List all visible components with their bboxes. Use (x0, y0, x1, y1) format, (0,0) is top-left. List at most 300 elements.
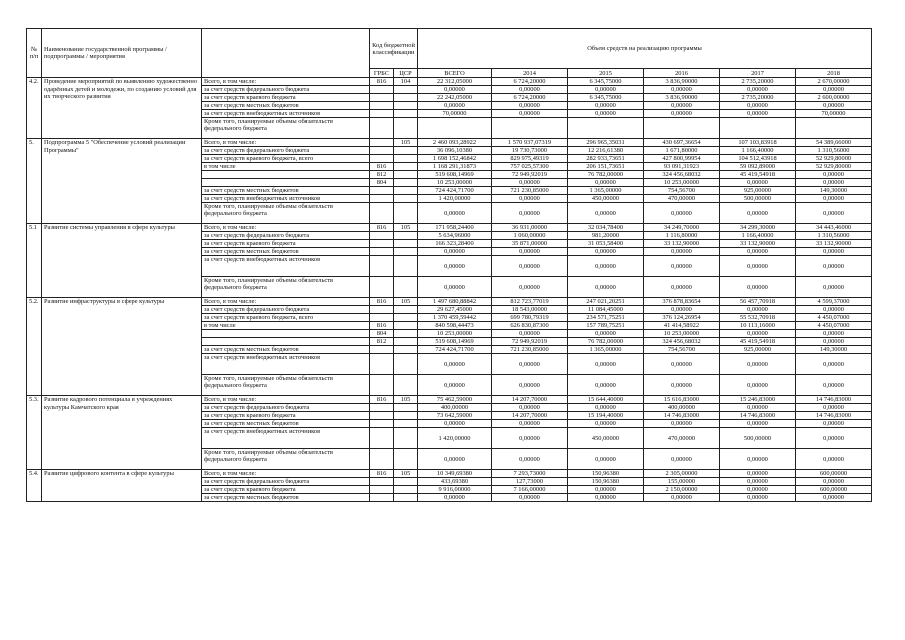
program-name: Развитие инфраструктуры в сфере культуры (42, 298, 202, 396)
grbs-code: 816 (370, 322, 394, 330)
grbs-code (370, 404, 394, 412)
value-year: 36 931,00000 (492, 224, 568, 232)
value-year: 76 782,00000 (568, 171, 644, 179)
value-year: 0,00000 (644, 375, 720, 396)
funding-source: за счет средств внебюджетных источников (202, 428, 370, 449)
value-year: 0,00000 (796, 277, 872, 298)
value-year: 155,00000 (644, 478, 720, 486)
value-total: 1 497 680,88842 (418, 298, 492, 306)
value-year: 72 949,92019 (492, 171, 568, 179)
value-year: 33 132,90000 (644, 240, 720, 248)
value-year: 34 443,46000 (796, 224, 872, 232)
grbs-code: 816 (370, 470, 394, 478)
grbs-code (370, 118, 394, 139)
header-year: 2016 (644, 69, 720, 78)
grbs-code (370, 478, 394, 486)
grbs-code (370, 428, 394, 449)
csr-code (394, 412, 418, 420)
csr-code (394, 420, 418, 428)
value-year: 104 512,43918 (720, 155, 796, 163)
value-year: 52 929,80000 (796, 155, 872, 163)
funding-source: за счет средств местных бюджетов (202, 102, 370, 110)
value-total: 22 242,05000 (418, 94, 492, 102)
csr-code (394, 277, 418, 298)
funding-source (202, 330, 370, 338)
csr-code (394, 494, 418, 502)
value-year: 0,00000 (492, 449, 568, 470)
value-year: 0,00000 (720, 449, 796, 470)
value-total: 519 608,14969 (418, 338, 492, 346)
value-year: 925,00000 (720, 346, 796, 354)
value-year: 0,00000 (492, 195, 568, 203)
value-year: 0,00000 (644, 420, 720, 428)
value-year: 0,00000 (492, 330, 568, 338)
value-year: 2 670,00000 (796, 78, 872, 86)
grbs-code (370, 203, 394, 224)
value-year: 0,00000 (644, 494, 720, 502)
value-year: 14 746,83000 (644, 412, 720, 420)
funding-source: Кроме того, планируемые объемы обязательств федерального бюджета (202, 375, 370, 396)
value-year: 1 310,56000 (796, 147, 872, 155)
value-year: 0,00000 (796, 420, 872, 428)
row-number: 5.3. (27, 396, 42, 470)
value-total: 2 460 093,28922 (418, 139, 492, 147)
value-year: 600,00000 (796, 470, 872, 478)
grbs-code (370, 232, 394, 240)
grbs-code (370, 346, 394, 354)
value-total: 0,00000 (418, 86, 492, 94)
funding-source: Всего, в том числе: (202, 139, 370, 147)
value-year: 450,00000 (568, 195, 644, 203)
value-year: 0,00000 (644, 354, 720, 375)
funding-source: в том числе (202, 163, 370, 171)
funding-source (202, 171, 370, 179)
value-year: 0,00000 (492, 420, 568, 428)
value-total: 0,00000 (418, 354, 492, 375)
value-year: 31 053,58400 (568, 240, 644, 248)
value-year: 0,00000 (720, 277, 796, 298)
value-year: 600,00000 (796, 486, 872, 494)
value-year: 754,56700 (644, 187, 720, 195)
funding-source: за счет средств краевого бюджета (202, 412, 370, 420)
grbs-code (370, 494, 394, 502)
value-year: 430 697,36654 (644, 139, 720, 147)
csr-code (394, 428, 418, 449)
grbs-code (370, 155, 394, 163)
value-year: 32 034,78400 (568, 224, 644, 232)
funding-source: в том числе (202, 322, 370, 330)
funding-source: за счет средств краевого бюджета (202, 240, 370, 248)
value-total: 1 698 152,46842 (418, 155, 492, 163)
funding-source: Всего, в том числе: (202, 396, 370, 404)
grbs-code (370, 449, 394, 470)
value-year: 1 166,40000 (720, 147, 796, 155)
program-name: Подпрограмма 5 "Обеспечение условий реализации Программы" (42, 139, 202, 224)
value-year: 149,30000 (796, 346, 872, 354)
value-year: 0,00000 (720, 354, 796, 375)
value-year: 0,00000 (796, 256, 872, 277)
value-year: 296 965,35031 (568, 139, 644, 147)
value-year: 0,00000 (492, 86, 568, 94)
grbs-code: 804 (370, 330, 394, 338)
value-year: 12 216,61380 (568, 147, 644, 155)
row-number: 5.4. (27, 470, 42, 502)
value-year: 150,96380 (568, 478, 644, 486)
grbs-code (370, 314, 394, 322)
value-year: 157 789,75251 (568, 322, 644, 330)
value-year: 450,00000 (568, 428, 644, 449)
value-year: 2 735,20000 (720, 78, 796, 86)
value-year: 0,00000 (796, 338, 872, 346)
value-year: 2 305,00000 (644, 470, 720, 478)
csr-code (394, 314, 418, 322)
funding-source: за счет средств местных бюджетов (202, 494, 370, 502)
grbs-code (370, 306, 394, 314)
funding-source: за счет средств федерального бюджета (202, 404, 370, 412)
value-year: 0,00000 (644, 110, 720, 118)
value-year: 0,00000 (568, 404, 644, 412)
value-year: 0,00000 (796, 449, 872, 470)
csr-code (394, 187, 418, 195)
funding-source: за счет средств краевого бюджета, всего (202, 155, 370, 163)
value-year: 0,00000 (720, 86, 796, 94)
value-total: 171 958,24400 (418, 224, 492, 232)
value-year: 400,00000 (644, 404, 720, 412)
value-year: 70,00000 (796, 110, 872, 118)
funding-source: за счет средств внебюджетных источников (202, 256, 370, 277)
value-year: 0,00000 (796, 102, 872, 110)
row-number: 4.2. (27, 78, 42, 139)
csr-code (394, 118, 418, 139)
value-year: 150,96380 (568, 470, 644, 478)
value-year: 0,00000 (796, 494, 872, 502)
grbs-code (370, 195, 394, 203)
grbs-code (370, 412, 394, 420)
csr-code: 105 (394, 396, 418, 404)
funding-source: Кроме того, планируемые объемы обязательств федерального бюджета (202, 449, 370, 470)
value-year: 15 194,40000 (568, 412, 644, 420)
value-year: 34 249,70000 (644, 224, 720, 232)
value-year: 206 151,73651 (568, 163, 644, 171)
value-year: 14 746,83000 (720, 412, 796, 420)
grbs-code (370, 354, 394, 375)
csr-code (394, 240, 418, 248)
header-year: 2017 (720, 69, 796, 78)
value-year: 0,00000 (492, 203, 568, 224)
program-name: Развитие цифрового контента в сфере культуры (42, 470, 202, 502)
csr-code (394, 232, 418, 240)
budget-table-sheet (26, 28, 871, 502)
value-year: 4 450,07000 (796, 314, 872, 322)
value-year: 812 723,77019 (492, 298, 568, 306)
value-year: 19 730,73000 (492, 147, 568, 155)
value-year: 0,00000 (796, 428, 872, 449)
value-year: 10 253,00000 (644, 330, 720, 338)
value-total: 10 253,00000 (418, 179, 492, 187)
grbs-code (370, 147, 394, 155)
header-total: ВСЕГО (418, 69, 492, 78)
program-name: Развитие кадрового потенциала в учреждениях культуры Камчатского края (42, 396, 202, 470)
value-year: 0,00000 (720, 420, 796, 428)
csr-code (394, 330, 418, 338)
value-year: 0,00000 (644, 248, 720, 256)
csr-code (394, 147, 418, 155)
funding-source: за счет средств федерального бюджета (202, 86, 370, 94)
csr-code: 105 (394, 139, 418, 147)
value-year: 699 780,79319 (492, 314, 568, 322)
csr-code (394, 155, 418, 163)
value-year: 0,00000 (720, 404, 796, 412)
header-year: 2014 (492, 69, 568, 78)
value-year: 721 230,85000 (492, 346, 568, 354)
value-year: 7 166,00000 (492, 486, 568, 494)
value-year: 0,00000 (720, 256, 796, 277)
value-year: 0,00000 (568, 449, 644, 470)
csr-code (394, 195, 418, 203)
csr-code (394, 322, 418, 330)
funding-source: Кроме того, планируемые объемы обязательств федерального бюджета (202, 203, 370, 224)
value-year: 324 456,68032 (644, 171, 720, 179)
grbs-code (370, 420, 394, 428)
value-total: 1 370 459,59442 (418, 314, 492, 322)
value-year: 427 800,99954 (644, 155, 720, 163)
grbs-code: 816 (370, 396, 394, 404)
value-total: 5 634,96000 (418, 232, 492, 240)
value-year: 247 021,20251 (568, 298, 644, 306)
csr-code (394, 338, 418, 346)
value-year: 2 150,00000 (644, 486, 720, 494)
value-year: 0,00000 (720, 486, 796, 494)
value-year: 72 949,92019 (492, 338, 568, 346)
funding-source: за счет средств местных бюджетов (202, 248, 370, 256)
value-total: 166 323,28400 (418, 240, 492, 248)
funding-source: за счет средств федерального бюджета (202, 147, 370, 155)
csr-code (394, 86, 418, 94)
value-total: 724 424,71700 (418, 346, 492, 354)
value-year: 45 419,54918 (720, 171, 796, 179)
row-number: 5.2. (27, 298, 42, 396)
row-number: 5.1 (27, 224, 42, 298)
value-year: 0,00000 (568, 354, 644, 375)
grbs-code (370, 248, 394, 256)
value-total: 0,00000 (418, 203, 492, 224)
value-year: 500,00000 (720, 195, 796, 203)
value-year: 0,00000 (492, 179, 568, 187)
value-year: 981,20000 (568, 232, 644, 240)
value-year: 470,00000 (644, 428, 720, 449)
value-year: 10 113,16000 (720, 322, 796, 330)
csr-code (394, 354, 418, 375)
csr-code: 105 (394, 470, 418, 478)
funding-source: за счет средств местных бюджетов (202, 187, 370, 195)
value-total: 10 253,00000 (418, 330, 492, 338)
funding-source: за счет средств краевого бюджета (202, 94, 370, 102)
value-year (796, 118, 872, 139)
value-year: 0,00000 (796, 248, 872, 256)
value-year: 34 299,30000 (720, 224, 796, 232)
table-body (27, 78, 872, 502)
value-year: 0,00000 (796, 404, 872, 412)
value-total: 0,00000 (418, 248, 492, 256)
value-year: 1 671,80000 (644, 147, 720, 155)
grbs-code: 816 (370, 224, 394, 232)
value-year: 0,00000 (796, 86, 872, 94)
value-year: 11 084,45000 (568, 306, 644, 314)
value-year: 33 132,90000 (720, 240, 796, 248)
csr-code: 105 (394, 224, 418, 232)
value-total: 0,00000 (418, 494, 492, 502)
csr-code (394, 404, 418, 412)
value-year: 0,00000 (492, 256, 568, 277)
value-year: 0,00000 (568, 256, 644, 277)
grbs-code (370, 94, 394, 102)
value-year (492, 118, 568, 139)
value-year: 829 975,49319 (492, 155, 568, 163)
value-total: 1 420,00000 (418, 428, 492, 449)
value-year: 93 091,31923 (644, 163, 720, 171)
grbs-code (370, 240, 394, 248)
value-year: 4 599,37000 (796, 298, 872, 306)
value-year: 127,73000 (492, 478, 568, 486)
header-code: Код бюджетной классификации (370, 29, 418, 69)
value-year: 0,00000 (720, 494, 796, 502)
grbs-code (370, 277, 394, 298)
value-year: 3 836,90000 (644, 78, 720, 86)
csr-code (394, 102, 418, 110)
funding-source: Всего, в том числе: (202, 224, 370, 232)
table-row (27, 78, 872, 86)
grbs-code (370, 486, 394, 494)
value-year: 14 207,70000 (492, 396, 568, 404)
value-year: 1 116,80000 (644, 232, 720, 240)
value-year: 626 830,87300 (492, 322, 568, 330)
value-year: 2 735,20000 (720, 94, 796, 102)
funding-source (202, 338, 370, 346)
value-year: 0,00000 (796, 330, 872, 338)
value-year: 324 456,68032 (644, 338, 720, 346)
value-year: 0,00000 (568, 486, 644, 494)
value-year: 0,00000 (720, 110, 796, 118)
csr-code (394, 163, 418, 171)
grbs-code: 816 (370, 298, 394, 306)
value-year: 0,00000 (492, 494, 568, 502)
funding-source: за счет средств краевого бюджета, всего (202, 314, 370, 322)
value-year: 376 124,26954 (644, 314, 720, 322)
header-year: 2018 (796, 69, 872, 78)
value-total: 724 424,71700 (418, 187, 492, 195)
value-year: 10 253,00000 (644, 179, 720, 187)
grbs-code (370, 139, 394, 147)
value-year: 0,00000 (644, 102, 720, 110)
csr-code (394, 375, 418, 396)
funding-source: за счет средств федерального бюджета (202, 306, 370, 314)
value-year: 35 871,00000 (492, 240, 568, 248)
value-year: 0,00000 (796, 354, 872, 375)
value-total: 10 349,69380 (418, 470, 492, 478)
value-year: 0,00000 (568, 110, 644, 118)
value-year: 0,00000 (720, 330, 796, 338)
value-year: 6 345,75000 (568, 78, 644, 86)
value-year: 6 345,75000 (568, 94, 644, 102)
table-row (27, 224, 872, 232)
value-year: 0,00000 (492, 102, 568, 110)
value-year: 33 132,90000 (796, 240, 872, 248)
funding-source: за счет средств внебюджетных источников (202, 354, 370, 375)
value-year: 0,00000 (720, 248, 796, 256)
value-year: 500,00000 (720, 428, 796, 449)
value-year: 6 724,20000 (492, 78, 568, 86)
csr-code (394, 256, 418, 277)
grbs-code: 804 (370, 179, 394, 187)
csr-code (394, 248, 418, 256)
funding-source: за счет средств федерального бюджета (202, 232, 370, 240)
grbs-code: 812 (370, 171, 394, 179)
value-total: 433,69380 (418, 478, 492, 486)
funding-source: Всего, в том числе: (202, 470, 370, 478)
value-year: 107 103,83918 (720, 139, 796, 147)
value-year: 0,00000 (492, 404, 568, 412)
value-year: 56 457,70918 (720, 298, 796, 306)
value-year: 0,00000 (492, 277, 568, 298)
value-year: 0,00000 (644, 256, 720, 277)
value-year: 0,00000 (720, 203, 796, 224)
csr-code (394, 171, 418, 179)
value-year: 0,00000 (720, 179, 796, 187)
value-total: 0,00000 (418, 277, 492, 298)
value-year: 14 746,83000 (796, 412, 872, 420)
value-year: 76 782,00000 (568, 338, 644, 346)
value-total: 0,00000 (418, 256, 492, 277)
csr-code: 105 (394, 298, 418, 306)
value-year: 0,00000 (568, 494, 644, 502)
value-year: 18 543,00000 (492, 306, 568, 314)
header-volume: Объем средств на реализацию программы (418, 29, 872, 69)
value-year: 376 878,83654 (644, 298, 720, 306)
value-year: 7 293,73000 (492, 470, 568, 478)
value-year: 14 746,83000 (796, 396, 872, 404)
value-year: 282 933,73651 (568, 155, 644, 163)
value-total: 0,00000 (418, 102, 492, 110)
funding-source: Всего, в том числе: (202, 298, 370, 306)
header-year: 2015 (568, 69, 644, 78)
csr-code: 104 (394, 78, 418, 86)
value-year: 0,00000 (796, 478, 872, 486)
funding-source: за счет средств местных бюджетов (202, 420, 370, 428)
value-year: 0,00000 (568, 330, 644, 338)
value-year: 0,00000 (644, 449, 720, 470)
value-year: 6 724,20000 (492, 94, 568, 102)
value-total: 519 608,14969 (418, 171, 492, 179)
value-total: 70,00000 (418, 110, 492, 118)
value-year: 14 207,70000 (492, 412, 568, 420)
grbs-code (370, 110, 394, 118)
table-row (27, 470, 872, 478)
value-total: 0,00000 (418, 449, 492, 470)
funding-source: за счет средств местных бюджетов (202, 346, 370, 354)
grbs-code (370, 375, 394, 396)
value-year: 45 419,54918 (720, 338, 796, 346)
value-year: 0,00000 (720, 375, 796, 396)
value-year: 0,00000 (796, 195, 872, 203)
value-year: 0,00000 (568, 420, 644, 428)
header-number: № п/п (27, 29, 42, 78)
value-total: 840 598,44473 (418, 322, 492, 330)
value-total: 0,00000 (418, 375, 492, 396)
csr-code (394, 179, 418, 187)
value-year (644, 118, 720, 139)
header-grbs: ГРБС (370, 69, 394, 78)
value-year: 0,00000 (568, 102, 644, 110)
